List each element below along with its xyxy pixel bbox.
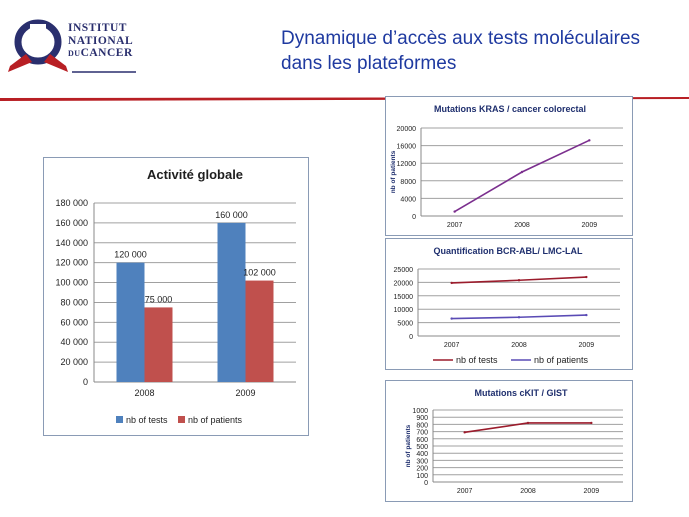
slide-title-line-2: dans les plateformes (281, 53, 457, 74)
bcr-abl-line-chart (386, 239, 634, 371)
logo-line-3-prefix: DU (68, 49, 81, 58)
y-tick-label: 16000 (396, 143, 416, 151)
data-point (585, 314, 587, 316)
series-line-nb-of-patients (455, 140, 590, 211)
activite-globale-chart-panel (43, 157, 309, 436)
x-tick-label: 2007 (443, 342, 460, 349)
x-tick-label: 2009 (583, 488, 600, 495)
y-axis-label: nb of patients (405, 424, 412, 468)
x-tick-label: 2009 (235, 388, 256, 398)
y-tick-label: 100 (416, 472, 428, 480)
data-point (585, 276, 587, 278)
chart-title: Activité globale (146, 167, 244, 182)
kras-line-chart (386, 97, 634, 237)
activite-globale-bar-chart (44, 158, 310, 437)
data-point (463, 431, 465, 433)
y-tick-label: 20 000 (60, 357, 88, 368)
data-point (590, 422, 592, 424)
legend-label: nb of patients (534, 355, 589, 365)
data-label: 120 000 (114, 249, 147, 260)
y-tick-label: 140 000 (55, 237, 88, 248)
y-tick-label: 180 000 (55, 198, 88, 208)
chart-title: Mutations KRAS / cancer colorectal (433, 104, 587, 114)
data-label: 75 000 (144, 294, 173, 305)
y-tick-label: 160 000 (55, 217, 88, 228)
legend-label: nb of tests (456, 355, 498, 365)
y-tick-label: 40 000 (60, 337, 88, 348)
logo-text (68, 22, 133, 61)
data-point (453, 210, 455, 212)
data-label: 160 000 (215, 209, 248, 220)
legend-label: nb of tests (126, 415, 168, 425)
y-tick-label: 8000 (400, 178, 416, 186)
data-point (521, 171, 523, 173)
y-tick-label: 0 (82, 377, 88, 387)
y-tick-label: 25000 (393, 267, 413, 274)
x-tick-label: 2007 (456, 488, 473, 495)
legend-swatch (116, 416, 123, 423)
chart-title: Quantification BCR-ABL/ LMC-LAL (433, 246, 583, 256)
y-axis-label: nb of patients (390, 150, 397, 194)
logo-line-1: INSTITUT (68, 22, 127, 34)
bar-nb-of-tests-2008 (117, 263, 145, 382)
ckit-line-chart (386, 381, 634, 503)
y-tick-label: 15000 (393, 293, 413, 301)
y-tick-label: 400 (416, 451, 428, 459)
bar-nb-of-tests-2009 (218, 223, 246, 382)
logo-line-3-main: CANCER (80, 47, 133, 59)
y-tick-label: 0 (409, 334, 413, 341)
y-tick-label: 600 (416, 436, 428, 444)
data-point (518, 316, 520, 318)
y-tick-label: 0 (424, 480, 428, 487)
y-tick-label: 20000 (393, 280, 413, 288)
bcr-abl-chart-panel (385, 238, 633, 370)
y-tick-label: 900 (416, 415, 428, 423)
data-point (450, 282, 452, 284)
bar-nb-of-patients-2009 (246, 281, 274, 382)
logo-line-2: NATIONAL (68, 34, 134, 47)
x-tick-label: 2008 (511, 342, 527, 349)
slide-title (281, 26, 681, 76)
legend-label: nb of patients (188, 415, 243, 425)
ckit-chart-panel (385, 380, 633, 502)
y-tick-label: 120 000 (55, 257, 88, 268)
y-tick-label: 20000 (396, 126, 416, 133)
slide-title-line-1: Dynamique d’accès aux tests moléculaires (281, 28, 641, 49)
kras-chart-panel (385, 96, 633, 236)
y-tick-label: 800 (416, 422, 428, 430)
x-tick-label: 2009 (581, 222, 598, 229)
y-tick-label: 300 (416, 458, 428, 466)
y-tick-label: 10000 (393, 307, 413, 315)
y-tick-label: 700 (416, 429, 428, 437)
x-tick-label: 2008 (514, 222, 530, 229)
x-tick-label: 2009 (578, 342, 595, 349)
x-tick-label: 2008 (134, 388, 155, 398)
bar-nb-of-patients-2008 (145, 307, 173, 382)
x-tick-label: 2007 (446, 222, 463, 229)
y-tick-label: 4000 (400, 196, 416, 204)
y-tick-label: 60 000 (60, 317, 88, 328)
y-tick-label: 0 (412, 214, 416, 221)
x-tick-label: 2008 (520, 488, 536, 495)
chart-title: Mutations cKIT / GIST (474, 388, 568, 398)
y-tick-label: 1000 (412, 408, 428, 415)
y-tick-label: 500 (416, 444, 428, 451)
data-point (588, 139, 590, 141)
y-tick-label: 80 000 (60, 297, 88, 308)
data-point (450, 317, 452, 319)
data-point (518, 279, 520, 281)
y-tick-label: 100 000 (55, 277, 88, 288)
y-tick-label: 200 (416, 465, 428, 473)
data-point (527, 422, 529, 424)
legend-swatch (178, 416, 185, 423)
y-tick-label: 12000 (396, 161, 416, 169)
data-label: 102 000 (243, 267, 276, 278)
y-tick-label: 5000 (397, 320, 413, 328)
